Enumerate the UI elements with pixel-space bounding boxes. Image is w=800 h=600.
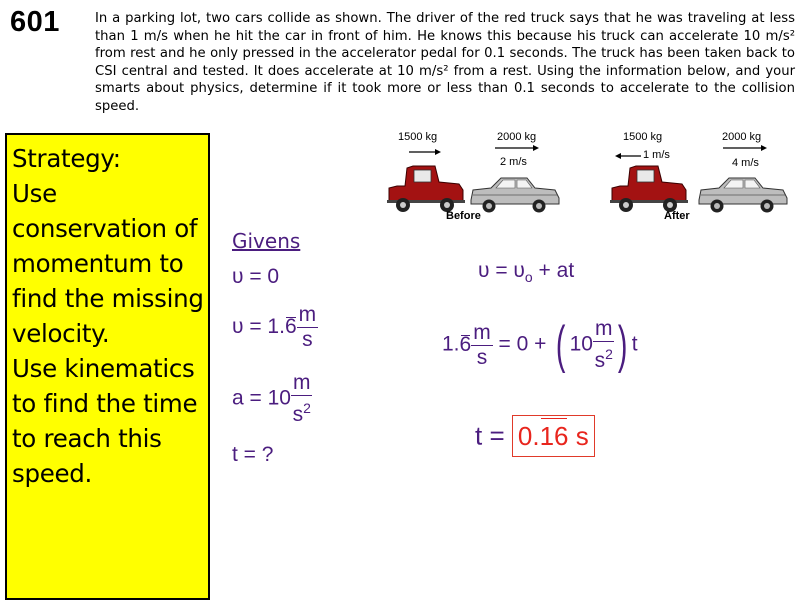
eq2-t: t [631,332,638,356]
before-car-mass: 2000 kg [497,131,537,143]
given-acceleration: a = 10 $\frac{m}{s^2}$ [232,371,311,426]
eq2-acc-unit-num: m [594,317,613,340]
eq2-acc-unit-den [593,342,615,373]
strategy-line: velocity. [12,319,110,348]
v-rep: 6 [284,315,297,339]
eq2-rep: 6 [459,332,472,356]
v0-lhs: υ [232,265,244,288]
given-velocity: υ = 1.6 $\frac{m}{s}$ [232,303,317,351]
strategy-line: to find the time [12,389,198,418]
answer-lhs: t = [475,420,505,451]
v-unit-num: m [298,303,317,326]
answer [475,415,595,457]
eq2-acc-unit-pow: 2 [605,346,613,362]
eq2-close-paren: ) [618,316,628,374]
a-unit-den-s: s [292,403,304,426]
eq2-int: 1. [442,332,460,356]
eq2-acc-unit [593,317,615,373]
eq2-open-paren: ( [556,316,566,374]
t-lhs: t [232,443,238,466]
after-car-mass: 2000 kg [722,131,762,143]
answer-box [512,415,595,457]
strategy-line: Use [12,179,57,208]
strategy-line: to reach this [12,424,162,453]
strategy-line: speed. [12,459,93,488]
before-label: Before [446,210,481,222]
t-rhs: ? [261,443,274,466]
after-truck-speed: 1 m/s [643,149,670,161]
kinematic-equation: $\upsilon = \upsilon_o$ + at [478,259,575,286]
a-lhs: a [232,386,244,410]
substituted-equation [442,315,638,375]
before-car-speed: 2 m/s [500,156,527,168]
after-label: After [664,210,690,222]
a-unit-num: m [292,371,311,394]
eq1-v: υ [478,259,490,282]
strategy-line: Use kinematics [12,354,195,383]
strategy-line: Strategy: [12,144,121,173]
after-car-speed: 4 m/s [732,157,759,169]
v-lhs: υ [232,315,244,339]
eq2-acc-unit-den-s: s [594,349,606,372]
a-unit [291,371,313,427]
a-val: 10 [267,386,291,410]
problem-number: 601 [10,6,60,38]
after-truck-mass: 1500 kg [623,131,663,143]
v-unit [297,303,319,352]
given-time: t = ? [232,443,274,466]
strategy-box [5,133,210,600]
v-unit-den: s [302,328,313,351]
given-initial-velocity: υ = 0 [232,265,280,288]
answer-int: 0. [517,421,540,451]
eq1-v0: υ [513,259,525,282]
strategy-line: find the missing [12,284,204,313]
v0-rhs: 0 [267,265,280,288]
eq1-rest: + at [538,259,575,282]
givens-title: Givens [232,229,301,253]
strategy-line: momentum to [12,249,184,278]
strategy-line: conservation of [12,214,198,243]
eq2-unit-num: m [473,320,491,344]
eq2-mid: = 0 + [498,332,547,356]
a-unit-den [291,396,313,427]
eq1-sub: o [524,269,533,286]
answer-unit: s [568,421,589,451]
problem-statement: In a parking lot, two cars collide as shown. The driver of the red truck says that he was traveling at less than 1 m/s when he hit the car in front of him. He knows this because his truck can accelerate 10 m/s² from rest and he only pressed in the accelerator pedal for 0.1 seconds. The truck has been taken back to CSI central and tested. It does accelerate at 10 m/s² from a rest. Using the information below, and your smarts about physics, determine if it took more or less than 0.1 seconds to accelerate to the collision speed. [95,11,795,114]
eq2-unit-den: s [476,345,488,369]
before-truck-mass: 1500 kg [398,131,438,143]
v-int: 1. [267,315,285,339]
eq2-val: 10 [569,332,593,356]
answer-rep: 16 [540,416,569,456]
eq2-unit [471,321,493,370]
a-unit-pow: 2 [303,400,311,416]
